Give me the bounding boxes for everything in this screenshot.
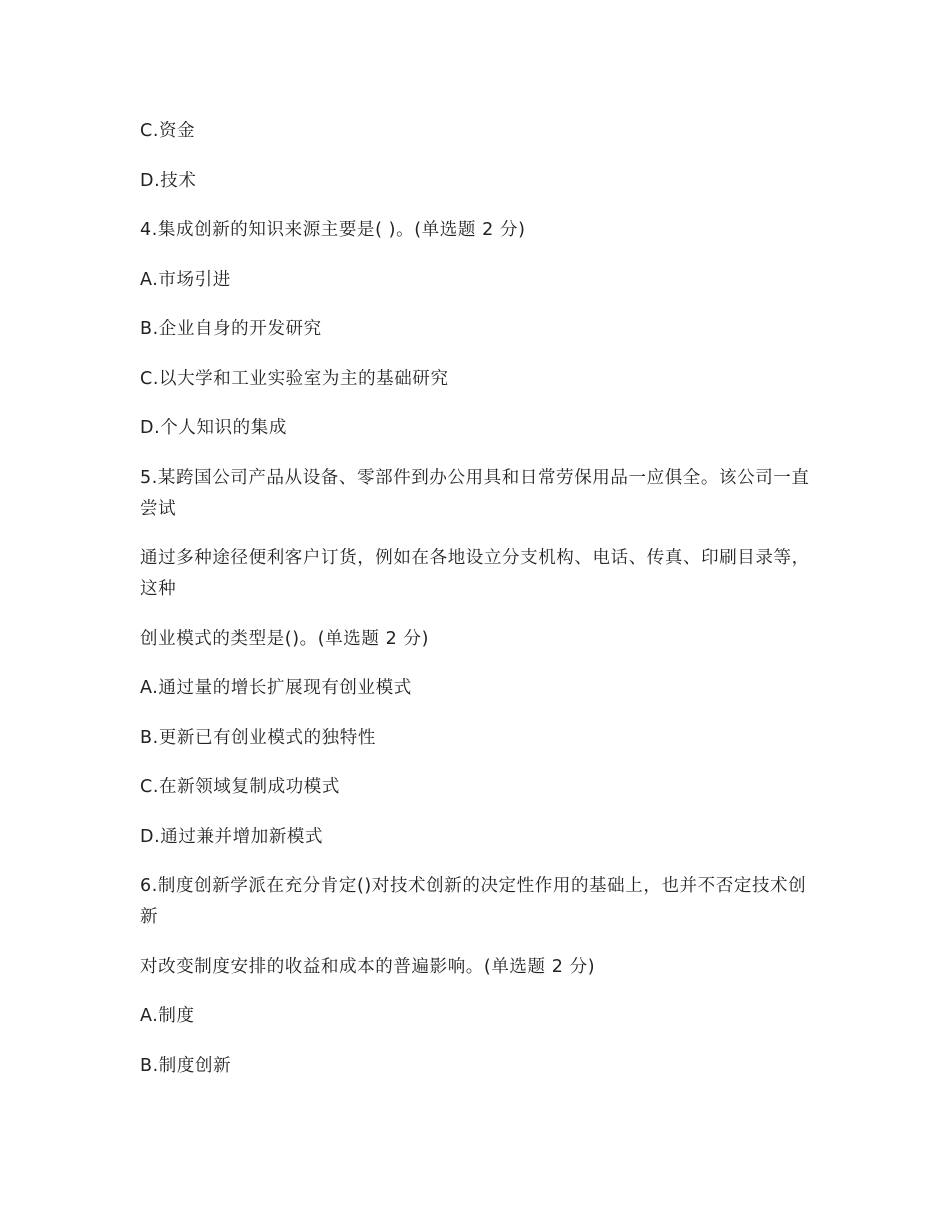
question-5-option-d: D.通过兼并增加新模式 <box>140 826 324 847</box>
question-4-option-d: D.个人知识的集成 <box>140 418 287 438</box>
question-4-option-a: A.市场引进 <box>140 269 231 290</box>
question-6-part-2: 对改变制度安排的收益和成本的普遍影响。(单选题 2 分) <box>140 956 596 977</box>
document-page <box>140 116 815 1100</box>
question-6-option-a: A.制度 <box>140 1006 195 1026</box>
option-d-technology: D.技术 <box>140 170 197 191</box>
question-5-option-a: A.通过量的增长扩展现有创业模式 <box>140 678 412 698</box>
option-c-funds: C.资金 <box>140 121 196 141</box>
question-5-part-1: 5.某跨国公司产品从设备、零部件到办公用具和日常劳保用品一应俱全。该公司一直尝试 <box>140 467 810 519</box>
question-6-part-1: 6.制度创新学派在充分肯定()对技术创新的决定性作用的基础上，也并不否定技术创新 <box>140 876 807 927</box>
question-5-option-c: C.在新领域复制成功模式 <box>140 777 340 797</box>
question-4-option-b: B.企业自身的开发研究 <box>140 319 322 339</box>
question-5-part-3: 创业模式的类型是()。(单选题 2 分) <box>140 628 430 649</box>
question-5-option-b: B.更新已有创业模式的独特性 <box>140 727 376 748</box>
question-5-part-2: 通过多种途径便利客户订货，例如在各地设立分支机构、电话、传真、印刷目录等，这种 <box>140 548 810 599</box>
question-4-option-c: C.以大学和工业实验室为主的基础研究 <box>140 368 449 389</box>
question-4: 4.集成创新的知识来源主要是( )。(单选题 2 分) <box>140 220 526 240</box>
question-6-option-b: B.制度创新 <box>140 1055 232 1076</box>
